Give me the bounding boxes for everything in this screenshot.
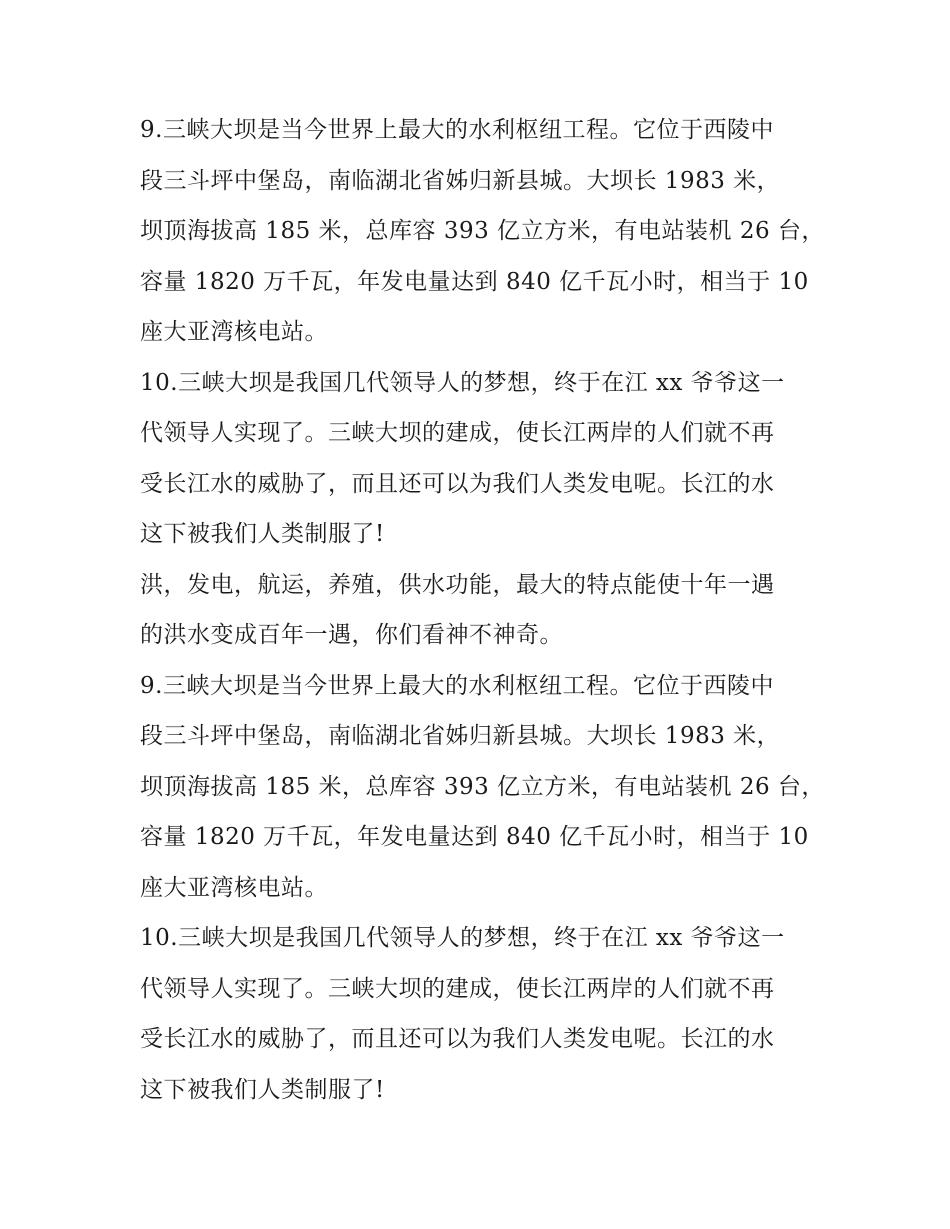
text-line: 受长江水的威胁了，而且还可以为我们人类发电呢。长江的水: [140, 1026, 775, 1052]
text-line: 段三斗坪中堡岛，南临湖北省姊归新县城。大坝长 1983 米，: [140, 723, 781, 749]
text-line: 9.三峡大坝是当今世界上最大的水利枢纽工程。它位于西陵中: [140, 673, 774, 699]
text-line: 10.三峡大坝是我国几代领导人的梦想，终于在江 xx 爷爷这一: [140, 925, 785, 951]
text-line: 容量 1820 万千瓦，年发电量达到 840 亿千瓦小时，相当于 10: [140, 824, 809, 850]
text-line: 容量 1820 万千瓦，年发电量达到 840 亿千瓦小时，相当于 10: [140, 269, 809, 295]
text-line: 的洪水变成百年一遇，你们看神不神奇。: [140, 622, 563, 648]
text-line: 代领导人实现了。三峡大坝的建成，使长江两岸的人们就不再: [140, 976, 775, 1002]
text-line: 这下被我们人类制服了!: [140, 1077, 385, 1103]
text-line: 这下被我们人类制服了!: [140, 521, 385, 547]
text-line: 洪，发电，航运，养殖，供水功能，最大的特点能使十年一遇: [140, 572, 775, 598]
text-line: 座大亚湾核电站。: [140, 875, 328, 901]
text-line: 座大亚湾核电站。: [140, 319, 328, 345]
text-line: 代领导人实现了。三峡大坝的建成，使长江两岸的人们就不再: [140, 420, 775, 446]
text-line: 段三斗坪中堡岛，南临湖北省姊归新县城。大坝长 1983 米，: [140, 168, 781, 194]
text-line: 受长江水的威胁了，而且还可以为我们人类发电呢。长江的水: [140, 471, 775, 497]
text-line: 9.三峡大坝是当今世界上最大的水利枢纽工程。它位于西陵中: [140, 117, 774, 143]
text-line: 坝顶海拔高 185 米，总库容 393 亿立方米，有电站装机 26 台，: [140, 218, 825, 244]
text-line: 10.三峡大坝是我国几代领导人的梦想，终于在江 xx 爷爷这一: [140, 370, 785, 396]
text-line: 坝顶海拔高 185 米，总库容 393 亿立方米，有电站装机 26 台，: [140, 774, 825, 800]
